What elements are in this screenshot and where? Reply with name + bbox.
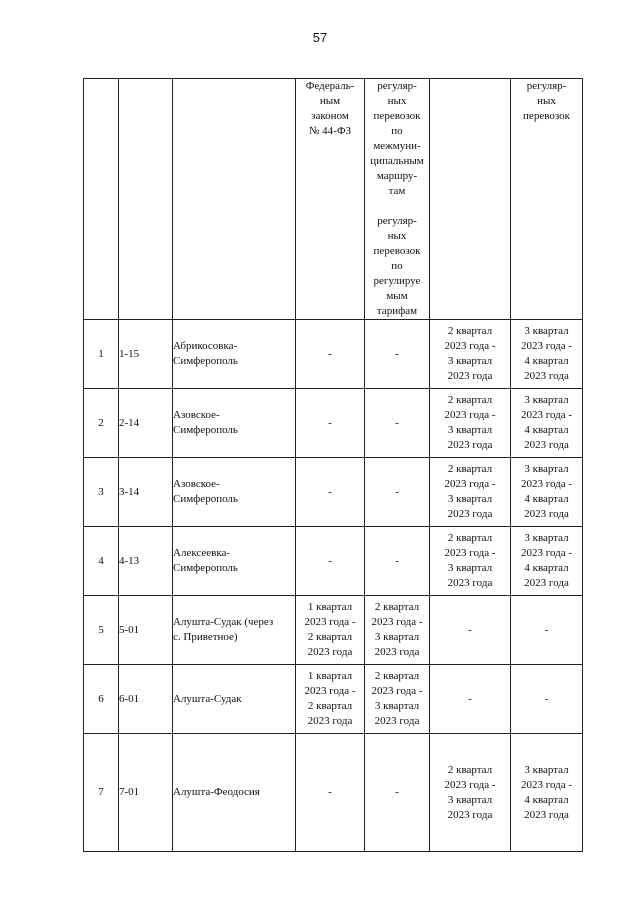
- route-name-cell: Абрикосовка- Симферополь: [173, 320, 296, 389]
- row-number-cell: 4: [84, 527, 119, 596]
- row-number-cell: 2: [84, 389, 119, 458]
- period-cell-col7: 3 квартал 2023 года - 4 квартал 2023 года: [511, 734, 583, 852]
- period-cell-col4: -: [296, 734, 365, 852]
- routes-table: [83, 78, 583, 852]
- period-cell-col7: 3 квартал 2023 года - 4 квартал 2023 года: [511, 458, 583, 527]
- period-cell-col6: -: [430, 596, 511, 665]
- table-row: [84, 320, 583, 389]
- route-code-cell: 6-01: [119, 665, 173, 734]
- route-name-cell: Алушта-Судак (через с. Приветное): [173, 596, 296, 665]
- route-code-cell: 4-13: [119, 527, 173, 596]
- period-cell-col7: 3 квартал 2023 года - 4 квартал 2023 года: [511, 320, 583, 389]
- route-name-cell: Алушта-Судак: [173, 665, 296, 734]
- route-code-cell: 3-14: [119, 458, 173, 527]
- period-cell-col4: -: [296, 320, 365, 389]
- row-number-cell: 3: [84, 458, 119, 527]
- period-cell-col7: -: [511, 665, 583, 734]
- table-row: [84, 527, 583, 596]
- period-cell-col4: -: [296, 458, 365, 527]
- route-code-cell: 5-01: [119, 596, 173, 665]
- period-cell-col4: -: [296, 389, 365, 458]
- route-name-cell: Азовское- Симферополь: [173, 389, 296, 458]
- row-number-cell: 6: [84, 665, 119, 734]
- table-row: [84, 665, 583, 734]
- period-cell-col5: -: [365, 389, 430, 458]
- route-name-cell: Алушта-Феодосия: [173, 734, 296, 852]
- header-cell-federal-law: Федераль- ным законом № 44-ФЗ: [296, 79, 365, 320]
- header-cell-empty: [173, 79, 296, 320]
- page-number: 57: [312, 30, 328, 45]
- route-name-cell: Алексеевка- Симферополь: [173, 527, 296, 596]
- period-cell-col6: 2 квартал 2023 года - 3 квартал 2023 года: [430, 734, 511, 852]
- period-cell-col4: 1 квартал 2023 года - 2 квартал 2023 года: [296, 596, 365, 665]
- row-number-cell: 5: [84, 596, 119, 665]
- period-cell-col6: 2 квартал 2023 года - 3 квартал 2023 года: [430, 458, 511, 527]
- period-cell-col4: -: [296, 527, 365, 596]
- route-name-cell: Азовское- Симферополь: [173, 458, 296, 527]
- table-row: [84, 458, 583, 527]
- table-row: [84, 389, 583, 458]
- header-row: [84, 79, 583, 320]
- period-cell-col5: -: [365, 734, 430, 852]
- period-cell-col4: 1 квартал 2023 года - 2 квартал 2023 года: [296, 665, 365, 734]
- period-cell-col5: -: [365, 320, 430, 389]
- period-cell-col5: -: [365, 458, 430, 527]
- route-code-cell: 2-14: [119, 389, 173, 458]
- route-code-cell: 1-15: [119, 320, 173, 389]
- table-row: [84, 734, 583, 852]
- period-cell-col7: 3 квартал 2023 года - 4 квартал 2023 года: [511, 527, 583, 596]
- period-cell-col6: 2 квартал 2023 года - 3 квартал 2023 года: [430, 527, 511, 596]
- period-cell-col5: 2 квартал 2023 года - 3 квартал 2023 года: [365, 596, 430, 665]
- row-number-cell: 7: [84, 734, 119, 852]
- route-code-cell: 7-01: [119, 734, 173, 852]
- period-cell-col5: 2 квартал 2023 года - 3 квартал 2023 года: [365, 665, 430, 734]
- period-cell-col5: -: [365, 527, 430, 596]
- header-cell-empty: [430, 79, 511, 320]
- header-cell-empty: [119, 79, 173, 320]
- period-cell-col6: 2 квартал 2023 года - 3 квартал 2023 года: [430, 389, 511, 458]
- period-cell-col7: 3 квартал 2023 года - 4 квартал 2023 года: [511, 389, 583, 458]
- period-cell-col6: -: [430, 665, 511, 734]
- header-cell-empty: [84, 79, 119, 320]
- row-number-cell: 1: [84, 320, 119, 389]
- period-cell-col7: -: [511, 596, 583, 665]
- period-cell-col6: 2 квартал 2023 года - 3 квартал 2023 года: [430, 320, 511, 389]
- header-cell-regular-transport-2: регуляр- ных перевозок: [511, 79, 583, 320]
- table-row: [84, 596, 583, 665]
- header-cell-regular-transport: регуляр- ных перевозок по межмуни- ципальным маршру- там регуляр- ных перевозок по регулируе мым тарифам: [365, 79, 430, 320]
